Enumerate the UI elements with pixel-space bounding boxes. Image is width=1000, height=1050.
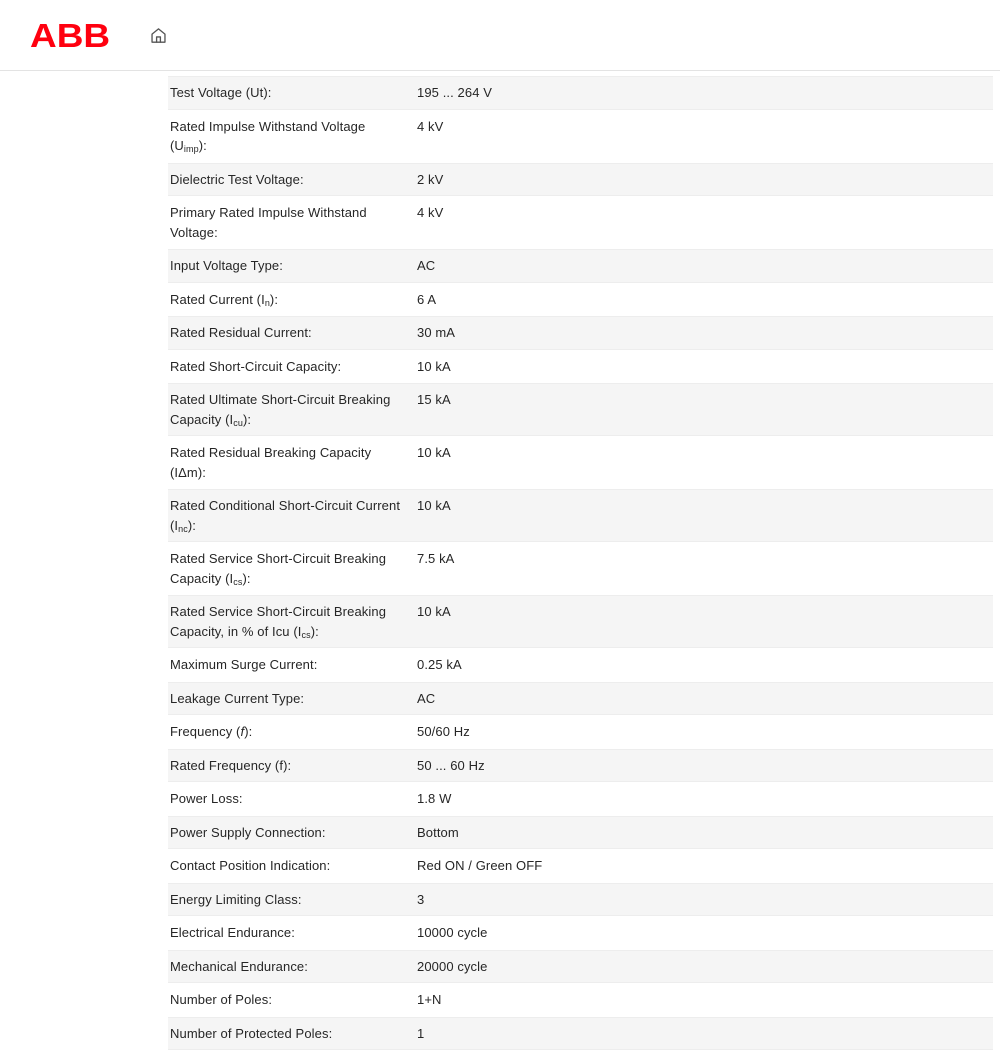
spec-label: Frequency (f): bbox=[170, 722, 417, 742]
spec-label: Rated Frequency (f): bbox=[170, 756, 417, 776]
spec-label: Contact Position Indication: bbox=[170, 856, 417, 876]
spec-value: 195 ... 264 V bbox=[417, 83, 991, 103]
spec-value: 20000 cycle bbox=[417, 957, 991, 977]
spec-value: 4 kV bbox=[417, 203, 991, 223]
spec-value: 1+N bbox=[417, 990, 991, 1010]
spec-label: Electrical Endurance: bbox=[170, 923, 417, 943]
spec-label: Rated Current $(I_n)$: bbox=[170, 290, 417, 310]
home-icon bbox=[149, 26, 168, 45]
spec-row bbox=[168, 682, 993, 716]
spec-label: Rated Conditional Short-Circuit Current $(I_{nc})$: bbox=[170, 496, 417, 535]
spec-value: 10 kA bbox=[417, 357, 991, 377]
spec-row bbox=[168, 883, 993, 917]
spec-value: 2 kV bbox=[417, 170, 991, 190]
spec-value: 4 kV bbox=[417, 117, 991, 137]
spec-row bbox=[168, 316, 993, 350]
spec-label: Input Voltage Type: bbox=[170, 256, 417, 276]
spec-value: 50/60 Hz bbox=[417, 722, 991, 742]
spec-label: Rated Impulse Withstand Voltage $(U_{imp})$: bbox=[170, 117, 417, 156]
spec-row bbox=[168, 350, 993, 384]
spec-value: 1 bbox=[417, 1024, 991, 1044]
spec-value: AC bbox=[417, 256, 991, 276]
spec-row bbox=[168, 110, 993, 163]
spec-row bbox=[168, 542, 993, 595]
spec-row bbox=[168, 76, 993, 110]
spec-value: 10 kA bbox=[417, 496, 991, 516]
spec-row bbox=[168, 283, 993, 317]
spec-value: AC bbox=[417, 689, 991, 709]
spec-label: Rated Ultimate Short-Circuit Breaking Capacity $(I_{cu})$: bbox=[170, 390, 417, 429]
spec-value: 0.25 kA bbox=[417, 655, 991, 675]
spec-value: 10 kA bbox=[417, 602, 991, 622]
spec-value: 1.8 W bbox=[417, 789, 991, 809]
spec-row bbox=[168, 849, 993, 883]
page-header bbox=[0, 0, 1000, 71]
spec-row bbox=[168, 163, 993, 197]
spec-label: Energy Limiting Class: bbox=[170, 890, 417, 910]
spec-row bbox=[168, 249, 993, 283]
spec-label: Rated Service Short-Circuit Breaking Capacity, in % of Icu $(I_{cs})$: bbox=[170, 602, 417, 641]
spec-value: Bottom bbox=[417, 823, 991, 843]
spec-value: 7.5 kA bbox=[417, 549, 991, 569]
spec-row bbox=[168, 648, 993, 682]
spec-label: Mechanical Endurance: bbox=[170, 957, 417, 977]
spec-row bbox=[168, 782, 993, 816]
spec-value: 50 ... 60 Hz bbox=[417, 756, 991, 776]
spec-row bbox=[168, 595, 993, 648]
home-button[interactable] bbox=[148, 24, 170, 46]
spec-value: 10000 cycle bbox=[417, 923, 991, 943]
spec-row bbox=[168, 749, 993, 783]
spec-row bbox=[168, 916, 993, 950]
spec-label: Power Supply Connection: bbox=[170, 823, 417, 843]
spec-label: Leakage Current Type: bbox=[170, 689, 417, 709]
spec-label: Power Loss: bbox=[170, 789, 417, 809]
spec-label: Rated Short-Circuit Capacity: bbox=[170, 357, 417, 377]
spec-row bbox=[168, 1017, 993, 1050]
spec-row bbox=[168, 950, 993, 984]
spec-row bbox=[168, 983, 993, 1017]
spec-table bbox=[168, 76, 993, 1050]
spec-row bbox=[168, 436, 993, 489]
spec-row bbox=[168, 715, 993, 749]
abb-logo[interactable]: ABB bbox=[30, 19, 110, 52]
spec-label: Test Voltage (Ut): bbox=[170, 83, 417, 103]
spec-label: Dielectric Test Voltage: bbox=[170, 170, 417, 190]
spec-value: 6 A bbox=[417, 290, 991, 310]
spec-label: Number of Poles: bbox=[170, 990, 417, 1010]
spec-value: 10 kA bbox=[417, 443, 991, 463]
spec-value: 15 kA bbox=[417, 390, 991, 410]
spec-row bbox=[168, 383, 993, 436]
spec-row bbox=[168, 489, 993, 542]
spec-value: 30 mA bbox=[417, 323, 991, 343]
spec-value: 3 bbox=[417, 890, 991, 910]
spec-label: Rated Service Short-Circuit Breaking Capacity $(I_{cs})$: bbox=[170, 549, 417, 588]
spec-value: Red ON / Green OFF bbox=[417, 856, 991, 876]
spec-label: Rated Residual Current: bbox=[170, 323, 417, 343]
spec-label: Number of Protected Poles: bbox=[170, 1024, 417, 1044]
spec-label: Maximum Surge Current: bbox=[170, 655, 417, 675]
spec-label: Rated Residual Breaking Capacity (IΔm): bbox=[170, 443, 417, 482]
spec-label: Primary Rated Impulse Withstand Voltage: bbox=[170, 203, 417, 242]
spec-row bbox=[168, 196, 993, 249]
spec-row bbox=[168, 816, 993, 850]
